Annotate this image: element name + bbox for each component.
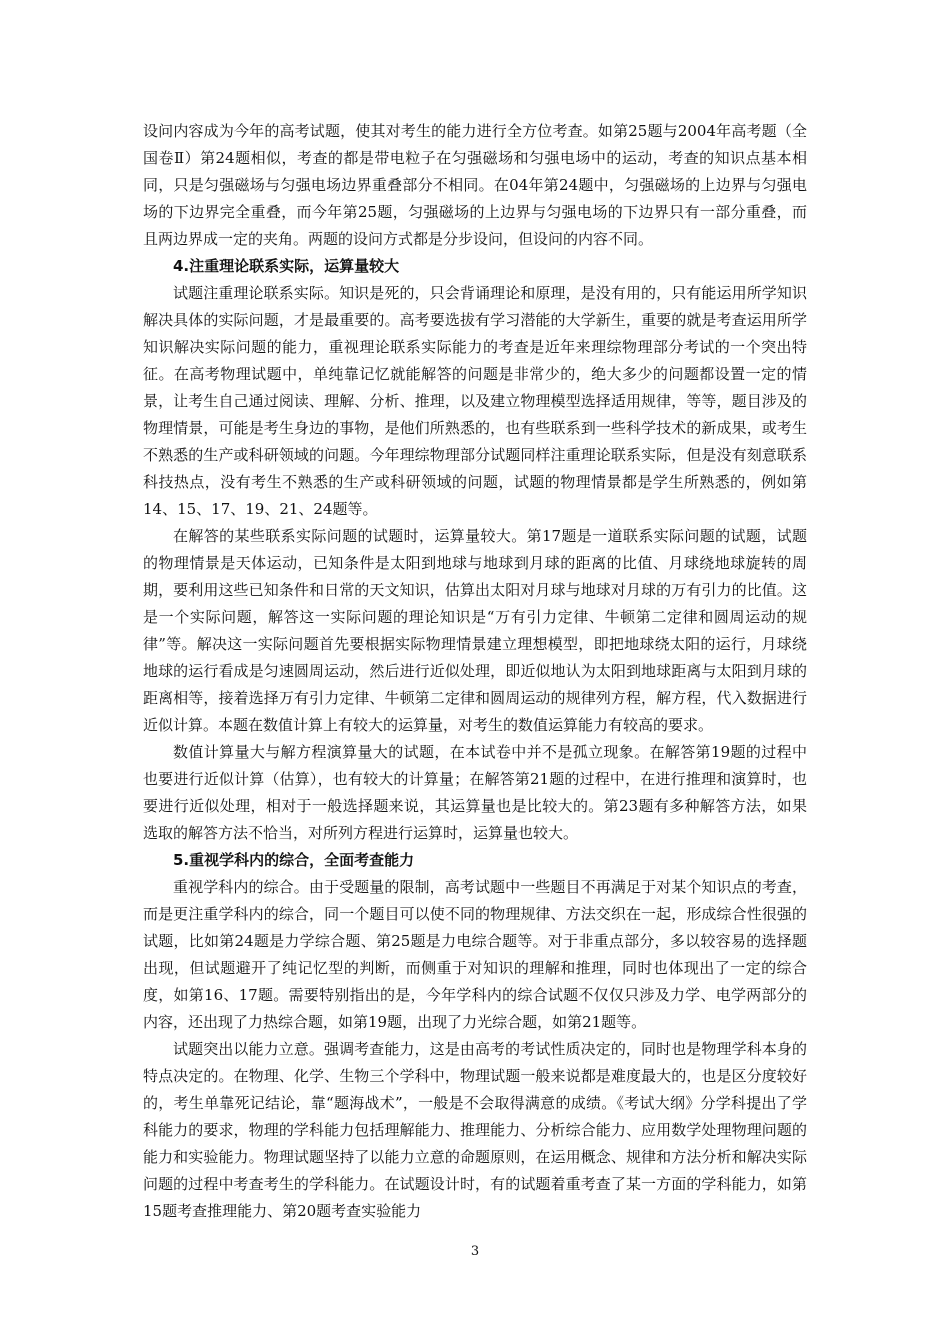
paragraph: 数值计算量大与解方程演算量大的试题，在本试卷中并不是孤立现象。在解答第19题的过程中也要进行近似计算（估算），也有较大的计算量；在解答第21题的过程中，在进行推理和演算时，也要进行近似处理，相对于一般选择题来说，其运算量也是比较大的。第23题有多种解答方法，如果选取的解答方法不恰当，对所列方程进行运算时，运算量也较大。 (143, 743, 807, 842)
paragraph: 试题突出以能力立意。强调考查能力，这是由高考的考试性质决定的，同时也是物理学科本身的特点决定的。在物理、化学、生物三个学科中，物理试题一般来说都是难度最大的，也是区分度较好的，考生单靠死记结论，靠“题海战术”，一般是不会取得满意的成绩。《考试大纲》分学科提出了学科能力的要求，物理的学科能力包括理解能力、推理能力、分析综合能力、应用数学处理物理问题的能力和实验能力。物理试题坚持了以能力立意的命题原则，在运用概念、规律和方法分析和解决实际问题的过程中考查考生的学科能力。在试题设计时，有的试题着重考查了某一方面的学科能力，如第15题考查推理能力、第20题考查实验能力 (143, 1040, 807, 1220)
paragraph: 试题注重理论联系实际。知识是死的，只会背诵理论和原理，是没有用的，只有能运用所学知识解决具体的实际问题，才是最重要的。高考要选拔有学习潜能的大学新生，重要的就是考查运用所学知识解决实际问题的能力，重视理论联系实际能力的考查是近年来理综物理部分考试的一个突出特征。在高考物理试题中，单纯靠记忆就能解答的问题是非常少的，绝大多少的问题都设置一定的情景，让考生自己通过阅读、理解、分析、推理，以及建立物理模型选择适用规律，等等，题目涉及的物理情景，可能是考生身边的事物，是他们所熟悉的，也有些联系到一些科学技术的新成果，或考生不熟悉的生产或科研领域的问题。今年理综物理部分试题同样注重理论联系实际，但是没有刻意联系科技热点，没有考生不熟悉的生产或科研领域的问题，试题的物理情景都是学生所熟悉的，例如第14、15、17、19、21、24题等。 (143, 284, 807, 518)
paragraph: 重视学科内的综合。由于受题量的限制，高考试题中一些题目不再满足于对某个知识点的考查，而是更注重学科内的综合，同一个题目可以使不同的物理规律、方法交织在一起，形成综合性很强的试题，比如第24题是力学综合题、第25题是力电综合题等。对于非重点部分，多以较容易的选择题出现，但试题避开了纯记忆型的判断，而侧重于对知识的理解和推理，同时也体现出了一定的综合度，如第16、17题。需要特别指出的是，今年学科内的综合试题不仅仅只涉及力学、电学两部分的内容，还出现了力热综合题，如第19题，出现了力光综合题，如第21题等。 (143, 878, 807, 1031)
page-body (143, 118, 807, 1225)
page-number: 3 (470, 1244, 480, 1259)
paragraph: 在解答的某些联系实际问题的试题时，运算量较大。第17题是一道联系实际问题的试题，试题的物理情景是天体运动，已知条件是太阳到地球与地球到月球的距离的比值、月球绕地球旋转的周期，要利用这些已知条件和日常的天文知识，估算出太阳对月球与地球对月球的万有引力的比值。这是一个实际问题，解答这一实际问题的理论知识是“万有引力定律、牛顿第二定律和圆周运动的规律”等。解决这一实际问题首先要根据实际物理情景建立理想模型，即把地球绕太阳的运行，月球绕地球的运行看成是匀速圆周运动，然后进行近似处理，即近似地认为太阳到地球距离与太阳到月球的距离相等，接着选择万有引力定律、牛顿第二定律和圆周运动的规律列方程，解方程，代入数据进行近似计算。本题在数值计算上有较大的运算量，对考生的数值运算能力有较高的要求。 (143, 527, 807, 734)
section-heading-4: 4.注重理论联系实际，运算量较大 (173, 257, 400, 275)
section-heading-5: 5.重视学科内的综合，全面考查能力 (173, 851, 415, 869)
paragraph-continued: 设问内容成为今年的高考试题，使其对考生的能力进行全方位考查。如第25题与2004年高考题（全国卷Ⅱ）第24题相似，考查的都是带电粒子在匀强磁场和匀强电场中的运动，考查的知识点基本相同，只是匀强磁场与匀强电场边界重叠部分不相同。在04年第24题中，匀强磁场的上边界与匀强电场的下边界完全重叠，而今年第25题，匀强磁场的上边界与匀强电场的下边界只有一部分重叠，而且两边界成一定的夹角。两题的设问方式都是分步设问，但设问的内容不同。 (143, 122, 807, 248)
